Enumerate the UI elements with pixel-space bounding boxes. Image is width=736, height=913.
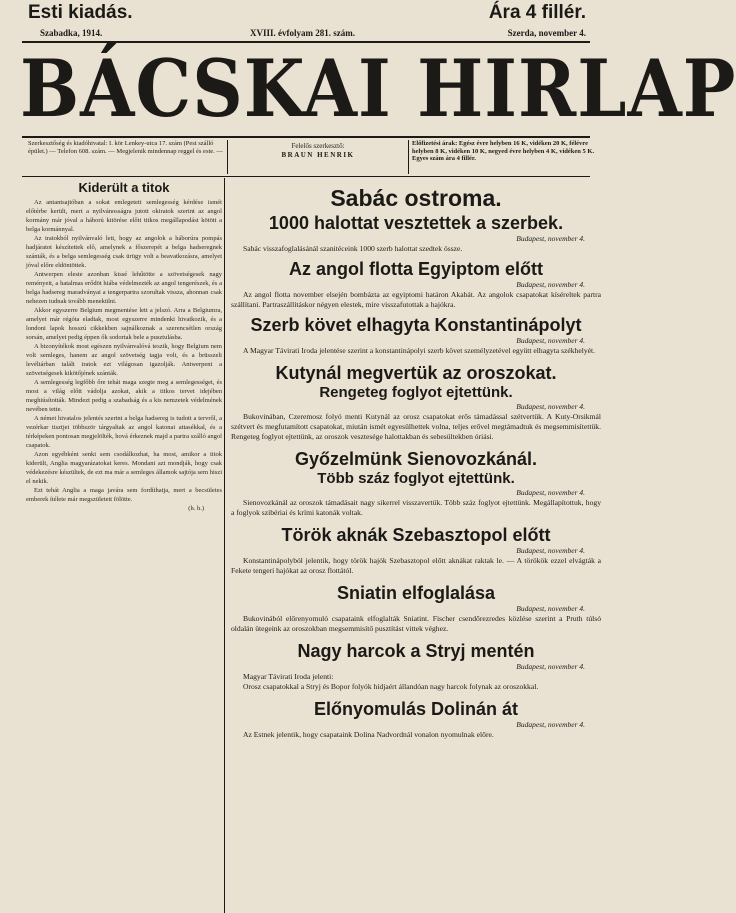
article-body: Bukovinában, Czeremosz folyó menti Kutynál az orosz csapatokat erős támadással szétvertük. A Kuty-Orsikmál szétvert és megfutamított csapatokat, miután ismét egyesülhettek volna, teljes erővel megtámadtuk és megsemmisítettük. Rengeteg foglyot ejtettünk, az oroszok vesztesége halottakban és sebesültekben óriási. — [231, 412, 601, 441]
article-dateline: Budapest, november 4. — [516, 280, 585, 289]
article-body: Az angol flotta november elsején bombázta az egyiptomi határon Akabát. Az angolok csapatokat kíséreltek partra szállítani. Partraszállításkor négyen elestek, mire visszafutottak a hajókra. — [231, 290, 601, 309]
article-headline: Sabác ostroma. — [330, 185, 502, 211]
left-article-signature: (h. h.) — [188, 505, 204, 512]
article-body: A Magyar Távirati Iroda jelentése szerint a konstantinápolyi szerb követ személyzetével együtt elhagyta székhelyét. — [243, 346, 595, 355]
left-column — [26, 180, 222, 913]
info-divider-left — [227, 140, 228, 174]
left-paragraph: Antwerpen eleste azonban kissé lehűtötte a szövetségesek nagy reményeit, a hatalmas erődöt hiába védelmezték az angol tengerészek, és a belga hadsereg maradványai a tengerpartra szorultak vissza, ahonnan csak nehezen tudnak tovább menekülni. — [26, 271, 222, 305]
left-paragraph: A semlegesség legfőbb őre tehát maga szegte meg a semlegességet, és most a világ előtt vádolja azokat, akik a titkos tervet idejében meghiúsították. Mindezt pedig a szabadság és a kis nemzetek védelmének nevében tette. — [26, 379, 222, 413]
masthead-title: BÁCSKAI HIRLAP — [20, 41, 736, 135]
masthead-rule — [22, 136, 590, 138]
article-headline: Az angol flotta Egyiptom előtt — [289, 259, 543, 279]
article-body: Bukovinából előrenyomuló csapataink elfoglalták Sniatint. Fischer csendőrezredes közlése szerint a Pruth túlsó oldalán ütegeink az oroszokban megsemmisítő pusztítást vittek véghez. — [231, 614, 601, 633]
article-dateline: Budapest, november 4. — [516, 336, 585, 345]
left-paragraph: Az iratokból nyilvánvaló lett, hogy az angolok a háborúra pompás hadjáratot készítettek elő, amelynek a főszerepét a belga hadseregnek szánták, és a belga semlegesség csak ürügy volt a beavatkozásra, amelyet jóval előre eldöntöttek. — [26, 235, 222, 269]
article-subheadline: Rengeteg foglyot ejtettünk. — [319, 384, 513, 401]
article-subheadline: 1000 halottat vesztettek a szerbek. — [268, 213, 564, 233]
info-rule — [22, 176, 590, 177]
article-headline: Szerb követ elhagyta Konstantinápolyt — [250, 315, 582, 335]
article-lead: Magyar Távirati Iroda jelenti: — [243, 672, 334, 681]
issue-date: Szerda, november 4. — [507, 28, 586, 38]
article-dateline: Budapest, november 4. — [516, 662, 585, 671]
info-divider-right — [408, 140, 409, 174]
info-address: Szerkesztőség és kiadóhivatal: I. kör Lenkey-utca 17. szám (Pest szálló épület.) — Telefon 608. szám. — Megjelenik mindennap reggel és este. — — [28, 140, 223, 155]
left-article-title: Kiderült a titok — [78, 180, 170, 195]
volume-number: XVIII. évfolyam 281. szám. — [250, 28, 355, 38]
left-paragraph: Ezt tehát Anglia a maga javára sem fordíthatja, mert a becsületes emberek ítélete már megszületett fölötte. — [26, 487, 222, 503]
edition-label: Esti kiadás. — [28, 2, 133, 23]
editor-name: BRAUN HENRIK — [281, 151, 355, 159]
article-dateline: Budapest, november 4. — [516, 720, 585, 729]
article-dateline: Budapest, november 4. — [516, 604, 585, 613]
article-headline: Győzelmünk Sienovozkánál. — [294, 449, 538, 469]
left-paragraph: Akkor egyszerre Belgium megmentése lett a jelszó. Arra a Belgiumra, amelyet már régóta eladtak, most egyszerre mindenki hivatkozik, és a londoni lapok hosszú cikkekben sajnálkoznak a szerencsétlen ország sorsán, amelyet pedig éppen ők sodortak bele a pusztulásba. — [26, 307, 222, 341]
left-paragraph: Azon egyébként senki sem csodálkozhat, ha most, amikor a titok kiderült, Anglia magyarázatokat keres. Mondani azt mondják, hogy csak védekezésre készültek, de ezt ma már a semleges államok sajtója sem hiszi el nekik. — [26, 451, 222, 485]
left-paragraph: A bizonyítékok most egészen nyilvánvalóvá teszik, hogy Belgium nem volt semleges, hanem az angol szövetség tagja volt, és a brüsszeli levéltárban talált iratok ezt világosan igazolják. Antwerpent a szövetségesek kikötőjének szánták. — [26, 343, 222, 377]
place-year: Szabadka, 1914. — [40, 28, 103, 38]
article-headline: Előnyomulás Dolinán át — [313, 699, 519, 719]
info-editor — [232, 140, 404, 176]
editor-label: Felelős szerkesztő: — [291, 142, 345, 150]
column-divider — [224, 178, 225, 913]
top-row — [28, 2, 586, 26]
article-headline: Török aknák Szebasztopol előtt — [281, 525, 551, 545]
info-subscription: Előfizetési árak: Egész évre helyben 16 K, vidéken 20 K, félévre helyben 8 K, vidéken 10 K, negyed évre helyben 4 K, vidéken 5 K. Egyes szám ára 4 fillér. — [412, 140, 595, 162]
article-body: Sabác visszafoglalásánál szanitéceink 1000 szerb halottat szedtek össze. — [243, 244, 463, 253]
article-body: Az Estnek jelentik, hogy csapataink Dolina Nadvordnál vonalon nyomulnak előre. — [243, 730, 494, 739]
article-dateline: Budapest, november 4. — [516, 546, 585, 555]
article-body: Orosz csapatokkal a Stryj és Bopor folyók hídjaért állandóan nagy harcok folynak az oroszokkal. — [243, 682, 539, 691]
article-dateline: Budapest, november 4. — [516, 402, 585, 411]
article-dateline: Budapest, november 4. — [516, 488, 585, 497]
article-body: Konstantinápolyból jelentik, hogy török hajók Szebasztopol előtt aknákat raktak le. — A törökök ezzel elvágták a Fekete tengeri hajókat az orosz flottától. — [231, 556, 601, 575]
article-body: Sienovozkánál az oroszok támadásait nagy sikerrel visszavertük. Több száz foglyot ejtettünk. Megállapítottuk, hogy a foglyok szibériai és krími katonák voltak. — [231, 498, 601, 517]
article-subheadline: Több száz foglyot ejtettünk. — [317, 470, 515, 487]
left-paragraph: Az antantsajtóban a sokat emlegetett semlegesség kérdése ismét előtérbe került, mert a nyilvánosságra jutott okiratok szerint az angol kormány már jóval a háború kitörése előtt titkos megállapodást kötött a belga kormánnyal. — [26, 199, 222, 233]
price-label: Ára 4 fillér. — [488, 2, 586, 23]
article-headline: Sniatin elfoglalása — [336, 583, 496, 603]
article-headline: Kutynál megvertük az oroszokat. — [275, 363, 557, 383]
left-paragraph: A német hivatalos jelentés szerint a belga hadsereg is tudott a tervről, a vezérkar tisztjei többször tárgyaltak az angol katonai attasékkal, és a térképeken pontosan megjelölték, hová érkeznek majd a partra szálló angol csapatok. — [26, 415, 222, 449]
right-column — [227, 184, 605, 913]
article-dateline: Budapest, november 4. — [516, 234, 585, 243]
article-headline: Nagy harcok a Stryj mentén — [297, 641, 535, 661]
